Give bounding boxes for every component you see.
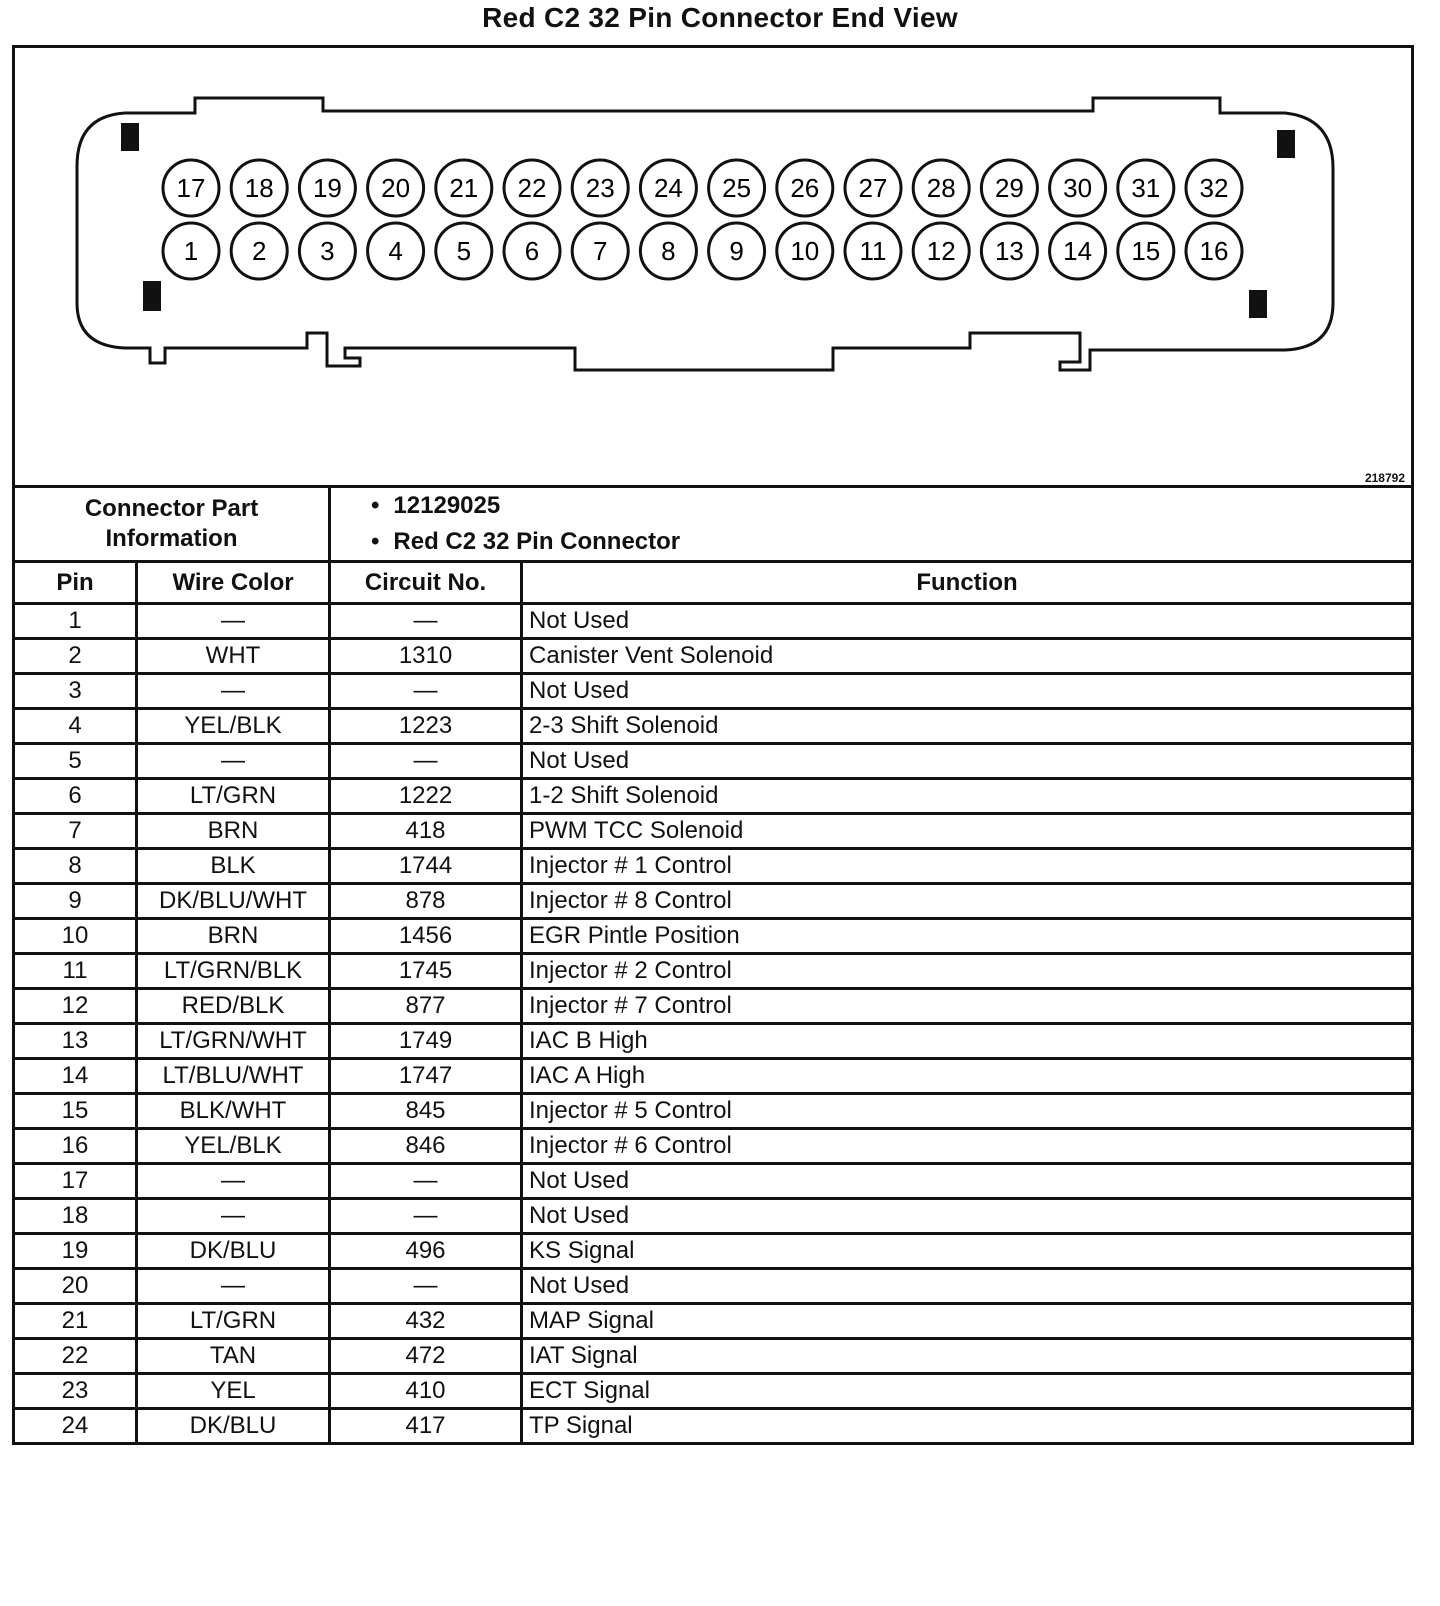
table-row: [14, 1199, 1413, 1234]
function-cell: Not Used: [522, 1269, 1413, 1304]
circuit-cell: 1744: [330, 849, 522, 884]
wire-color-cell: LT/GRN: [137, 779, 330, 814]
pin-number: 26: [790, 173, 820, 203]
wire-color-cell: LT/GRN/WHT: [137, 1024, 330, 1059]
pin-number: 30: [1063, 173, 1093, 203]
table-row: [14, 1094, 1413, 1129]
pin-cell: 6: [14, 779, 137, 814]
table-row: [14, 1024, 1413, 1059]
pin-number: 18: [244, 173, 274, 203]
wire-color-cell: WHT: [137, 639, 330, 674]
function-cell: Canister Vent Solenoid: [522, 639, 1413, 674]
circuit-cell: 1310: [330, 639, 522, 674]
pin-cell: 1: [14, 604, 137, 639]
pin-number: 10: [790, 236, 820, 266]
pin-number: 20: [381, 173, 411, 203]
function-cell: Not Used: [522, 674, 1413, 709]
table-row: [14, 989, 1413, 1024]
function-cell: IAC A High: [522, 1059, 1413, 1094]
pin-number: 27: [858, 173, 888, 203]
header-row: [14, 562, 1413, 604]
wire-color-cell: —: [137, 1269, 330, 1304]
pin-number: 28: [926, 173, 956, 203]
pin-cell: 14: [14, 1059, 137, 1094]
pin-number: 23: [585, 173, 615, 203]
pin-cell: 13: [14, 1024, 137, 1059]
wire-color-cell: YEL/BLK: [137, 1129, 330, 1164]
pin-number: 9: [729, 236, 744, 266]
circuit-cell: 846: [330, 1129, 522, 1164]
table-row: [14, 1164, 1413, 1199]
figure-id: 218792: [1364, 471, 1405, 485]
table-row: [14, 814, 1413, 849]
table-row: [14, 1374, 1413, 1409]
circuit-cell: —: [330, 604, 522, 639]
circuit-cell: 1745: [330, 954, 522, 989]
function-cell: KS Signal: [522, 1234, 1413, 1269]
pin-cell: 8: [14, 849, 137, 884]
key-mark: [143, 281, 161, 311]
table-row: [14, 1234, 1413, 1269]
pin-cell: 17: [14, 1164, 137, 1199]
circuit-cell: —: [330, 1199, 522, 1234]
pin-cell: 16: [14, 1129, 137, 1164]
pin-number: 31: [1131, 173, 1161, 203]
pin-cell: 12: [14, 989, 137, 1024]
pin-number: 1: [183, 236, 199, 266]
pin-number: 2: [251, 236, 267, 266]
function-cell: Injector # 6 Control: [522, 1129, 1413, 1164]
key-mark: [1277, 130, 1295, 158]
function-cell: EGR Pintle Position: [522, 919, 1413, 954]
pin-number: 22: [517, 173, 547, 203]
pin-number: 13: [994, 236, 1024, 266]
pin-number: 11: [859, 236, 887, 266]
pin-number: 3: [320, 236, 335, 266]
wire-color-cell: LT/GRN: [137, 1304, 330, 1339]
wire-color-cell: BRN: [137, 919, 330, 954]
table-row: [14, 639, 1413, 674]
wire-color-header: Wire Color: [137, 562, 330, 604]
table-row: [14, 884, 1413, 919]
table-row: [14, 1339, 1413, 1374]
pin-number: 32: [1199, 173, 1229, 203]
wire-color-cell: —: [137, 744, 330, 779]
circuit-header: Circuit No.: [330, 562, 522, 604]
pin-number: 17: [176, 173, 206, 203]
pin-number: 14: [1063, 236, 1093, 266]
wire-color-cell: BLK/WHT: [137, 1094, 330, 1129]
pin-cell: 9: [14, 884, 137, 919]
table-row: [14, 954, 1413, 989]
pin-table: [12, 485, 1414, 1445]
wire-color-cell: —: [137, 604, 330, 639]
connector-end-view-diagram: [12, 45, 1414, 485]
function-cell: Not Used: [522, 744, 1413, 779]
function-cell: MAP Signal: [522, 1304, 1413, 1339]
wire-color-cell: DK/BLU/WHT: [137, 884, 330, 919]
wire-color-cell: BRN: [137, 814, 330, 849]
function-cell: Not Used: [522, 1199, 1413, 1234]
pin-number: 29: [994, 173, 1024, 203]
circuit-cell: 418: [330, 814, 522, 849]
function-cell: IAT Signal: [522, 1339, 1413, 1374]
circuit-cell: 432: [330, 1304, 522, 1339]
connector-name: • Red C2 32 Pin Connector: [371, 524, 1405, 560]
pin-cell: 23: [14, 1374, 137, 1409]
wire-color-cell: TAN: [137, 1339, 330, 1374]
pin-number: 4: [388, 236, 403, 266]
pin-cell: 22: [14, 1339, 137, 1374]
pin-header: Pin: [14, 562, 137, 604]
page-title: Red C2 32 Pin Connector End View: [482, 2, 958, 33]
key-mark: [121, 123, 139, 151]
table-row: [14, 1269, 1413, 1304]
function-cell: 1-2 Shift Solenoid: [522, 779, 1413, 814]
circuit-cell: —: [330, 674, 522, 709]
pin-number: 12: [926, 236, 956, 266]
pin-cell: 11: [14, 954, 137, 989]
circuit-cell: 845: [330, 1094, 522, 1129]
wire-color-cell: —: [137, 1199, 330, 1234]
pin-number: 15: [1131, 236, 1161, 266]
table-row: [14, 604, 1413, 639]
circuit-cell: —: [330, 744, 522, 779]
key-mark: [1249, 290, 1267, 318]
function-cell: Injector # 5 Control: [522, 1094, 1413, 1129]
part-info-row: [14, 487, 1413, 562]
function-cell: Injector # 7 Control: [522, 989, 1413, 1024]
pin-number: 5: [456, 236, 472, 266]
pin-cell: 3: [14, 674, 137, 709]
circuit-cell: 410: [330, 1374, 522, 1409]
table-row: [14, 779, 1413, 814]
table-row: [14, 674, 1413, 709]
pin-number: 19: [312, 173, 342, 203]
table-row: [14, 709, 1413, 744]
wire-color-cell: YEL: [137, 1374, 330, 1409]
function-cell: Injector # 8 Control: [522, 884, 1413, 919]
circuit-cell: 1749: [330, 1024, 522, 1059]
pin-number: 16: [1199, 236, 1229, 266]
function-cell: 2-3 Shift Solenoid: [522, 709, 1413, 744]
connector-outline: [15, 48, 1411, 485]
pin-cell: 21: [14, 1304, 137, 1339]
circuit-cell: 1747: [330, 1059, 522, 1094]
function-cell: Not Used: [522, 604, 1413, 639]
circuit-cell: —: [330, 1164, 522, 1199]
pin-cell: 2: [14, 639, 137, 674]
pin-number: 7: [592, 236, 608, 266]
table-row: [14, 1059, 1413, 1094]
wire-color-cell: RED/BLK: [137, 989, 330, 1024]
function-cell: ECT Signal: [522, 1374, 1413, 1409]
pin-cell: 5: [14, 744, 137, 779]
pin-cell: 10: [14, 919, 137, 954]
circuit-cell: 877: [330, 989, 522, 1024]
pin-cell: 15: [14, 1094, 137, 1129]
function-cell: PWM TCC Solenoid: [522, 814, 1413, 849]
wire-color-cell: —: [137, 674, 330, 709]
pin-cell: 19: [14, 1234, 137, 1269]
part-info-values: [330, 487, 1413, 562]
table-row: [14, 919, 1413, 954]
circuit-cell: —: [330, 1269, 522, 1304]
pin-cell: 4: [14, 709, 137, 744]
pin-number: 25: [722, 173, 752, 203]
table-row: [14, 1129, 1413, 1164]
part-info-label: Connector Part Information: [14, 487, 330, 562]
pin-number: 24: [653, 173, 683, 203]
circuit-cell: 1456: [330, 919, 522, 954]
pin-number: 8: [661, 236, 676, 266]
table-row: [14, 849, 1413, 884]
function-cell: Injector # 1 Control: [522, 849, 1413, 884]
table-row: [14, 1409, 1413, 1444]
function-cell: IAC B High: [522, 1024, 1413, 1059]
circuit-cell: 472: [330, 1339, 522, 1374]
table-row: [14, 1304, 1413, 1339]
connector-housing: [77, 98, 1333, 370]
circuit-cell: 1223: [330, 709, 522, 744]
circuit-cell: 878: [330, 884, 522, 919]
table-row: [14, 744, 1413, 779]
pin-number: 21: [449, 173, 479, 203]
wire-color-cell: LT/BLU/WHT: [137, 1059, 330, 1094]
circuit-cell: 417: [330, 1409, 522, 1444]
wire-color-cell: DK/BLU: [137, 1409, 330, 1444]
wire-color-cell: DK/BLU: [137, 1234, 330, 1269]
part-number: • 12129025: [371, 488, 1405, 524]
wire-color-cell: —: [137, 1164, 330, 1199]
function-cell: TP Signal: [522, 1409, 1413, 1444]
wire-color-cell: BLK: [137, 849, 330, 884]
function-cell: Injector # 2 Control: [522, 954, 1413, 989]
wire-color-cell: LT/GRN/BLK: [137, 954, 330, 989]
pin-cell: 18: [14, 1199, 137, 1234]
function-header: Function: [522, 562, 1413, 604]
circuit-cell: 1222: [330, 779, 522, 814]
function-cell: Not Used: [522, 1164, 1413, 1199]
pin-cell: 7: [14, 814, 137, 849]
wire-color-cell: YEL/BLK: [137, 709, 330, 744]
pin-cell: 24: [14, 1409, 137, 1444]
pin-cell: 20: [14, 1269, 137, 1304]
pin-number: 6: [524, 236, 540, 266]
circuit-cell: 496: [330, 1234, 522, 1269]
